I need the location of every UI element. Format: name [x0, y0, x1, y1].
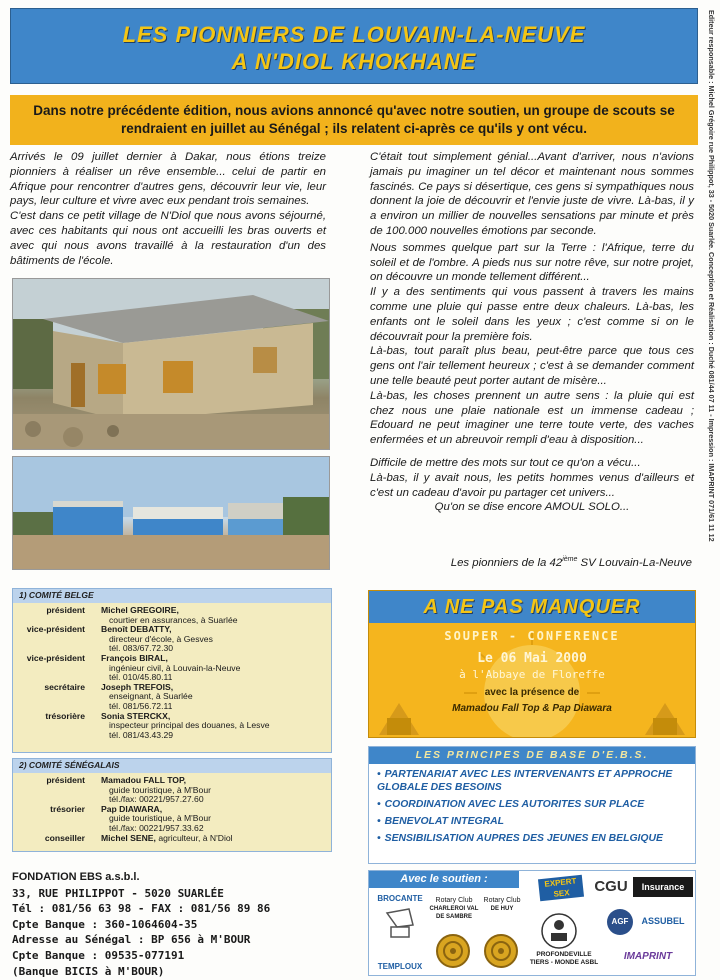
member-phone: tél. 083/67.72.30 [109, 643, 174, 654]
committee-member [13, 654, 331, 683]
article-paragraph: Là-bas, tout paraît plus beau, peut-être parce que tous ces gens ont l'air tellement heureux ; c'est à se demander comment une telle beauté peut porter autant de misère... [370, 345, 694, 387]
article-paragraph: Là-bas, les choses prennent un autre sens : la pluie qui est chez nous une plaie nationale est un immense cadeau ; Edouard ne peut imaginer une terre toute verte, des vaches enfermées et un abreuvoir rempli d'eau à disposition... [370, 389, 694, 447]
foundation-line: Adresse au Sénégal : BP 656 à M'BOUR [12, 933, 251, 947]
member-name: Benoît DEBATTY, [101, 624, 172, 635]
foundation-line: 33, RUE PHILIPPOT - 5020 SUARLÉE [12, 886, 224, 900]
member-name: Sonia STERCKX, [101, 710, 171, 721]
member-detail: ingénieur civil, à Louvain-la-Neuve [109, 662, 241, 673]
school-building-illustration [13, 279, 329, 449]
rotary-label-1 [429, 897, 479, 921]
committee-senegal [12, 758, 332, 852]
member-role: trésorier [50, 803, 85, 814]
event-guests: Mamadou Fall Top & Pap Diawara [452, 703, 612, 714]
list-item [377, 798, 689, 811]
photo-school-building [12, 278, 330, 450]
assubel-logo: ASSUBEL [641, 916, 685, 926]
committee-belge-list [13, 603, 331, 752]
closing-line: Difficile de mettre des mots sur tout ce qu'on a vécu... [370, 456, 641, 469]
rotary-club-location: DE HUY [490, 906, 514, 912]
member-phone: tél. 081/43.43.29 [109, 729, 174, 740]
committee-member [13, 805, 331, 834]
member-name: Pap DIAWARA, [101, 803, 163, 814]
list-item [377, 815, 689, 828]
member-detail: guide touristique, à M'Bour [109, 813, 211, 824]
committee-belge-header: 1) COMITÉ BELGE [13, 589, 331, 603]
list-item [377, 768, 689, 794]
publisher-credit-text: Editeur responsable : Michel Grégoire rue Philippot, 33 - 5020 Suarlée. Conception et Réalisation : Duché 081/44 07 11 - Impression : IMAPRINT 071/61 11 12 [707, 10, 716, 542]
foundation-line: (Banque BICIS à M'BOUR) [12, 964, 165, 978]
intro-box: Dans notre précédente édition, nous avions annoncé qu'avec notre soutien, un groupe de scouts se rendraient en juillet au Sénégal ; ils relatent ci-après ce qu'ils y ont vécu. [10, 95, 698, 145]
member-detail: directeur d'école, à Gesves [109, 633, 213, 644]
member-detail: guide touristique, à M'Bour [109, 784, 211, 795]
village-illustration [13, 457, 329, 569]
sponsors-box [368, 870, 696, 976]
member-name: François BIRAL, [101, 652, 168, 663]
rotary-club-location: CHARLEROI VAL DE SAMBRE [429, 906, 479, 920]
bullet-icon: • [377, 833, 381, 844]
closing-line: Qu'on se dise encore AMOUL SOLO... [434, 501, 630, 514]
committee-member [13, 625, 331, 654]
member-phone: tél. 010/45.80.11 [109, 672, 173, 683]
sponsors-header: Avec le soutien : [369, 871, 519, 888]
imaprint-logo: IMAPRINT [623, 951, 673, 962]
article-signature [370, 556, 692, 569]
foundation-line: Cpte Banque : 360-1064604-35 [12, 917, 198, 931]
member-phone: tél. 081/56.72.11 [109, 700, 173, 711]
member-role: vice-président [26, 652, 85, 663]
member-name: Joseph TREFOIS, [101, 681, 174, 692]
member-phone: tél./fax: 00221/957.33.62 [109, 822, 204, 833]
committee-member [13, 776, 331, 805]
member-detail: courtier en assurances, à Suarlée [109, 614, 238, 625]
rotary-club-text: Rotary Club [435, 897, 473, 904]
bullet-icon: • [377, 799, 381, 810]
member-role: vice-président [26, 624, 85, 635]
member-detail: enseignant, à Suarlée [109, 691, 193, 702]
member-role: conseiller [44, 832, 85, 843]
committee-member [13, 712, 331, 741]
foundation-line: Tél : 081/56 63 98 - FAX : 081/56 89 86 [12, 902, 271, 916]
article-paragraph: C'était tout simplement génial...Avant d'arriver, nous n'avions jamais pu imaginer un tel décor et maintenant nous sommes fascinés. Ce pays si désertique, ces gens si sympathiques nous donnent la joie de découvrir et l'envie juste de vivre. Là-bas, il y a environ un millier de nouvelles sensations par minute et près de 100.000 nouvelles émotions par seconde. [370, 151, 694, 237]
foundation-line: Cpte Banque : 09535-077191 [12, 948, 185, 962]
principle-text: BENEVOLAT INTEGRAL [384, 816, 504, 827]
agf-logo: AGF [607, 909, 633, 935]
bullet-icon: • [377, 816, 381, 827]
signature-text: Les pionniers de la 42 [450, 556, 563, 569]
title-line-2: A N'DIOL KHOKHANE [231, 49, 477, 74]
signature-text-end: SV Louvain-La-Neuve [577, 556, 692, 569]
title-line-1: LES PIONNIERS DE LOUVAIN-LA-NEUVE [122, 22, 586, 47]
list-item [377, 832, 689, 845]
principle-text: SENSIBILISATION AUPRES DES JEUNES EN BELGIQUE [384, 833, 663, 844]
event-presence: avec la présence de [484, 687, 580, 698]
principle-text: COORDINATION AVEC LES AUTORITES SUR PLACE [384, 799, 645, 810]
insurance-logo: Insurance [633, 877, 693, 897]
member-detail: inspecteur principal des douanes, à Lesve [109, 720, 270, 731]
principle-text: PARTENARIAT AVEC LES INTERVENANTS ET APPROCHE GLOBALE DES BESOINS [377, 769, 673, 793]
brocante-logo: BROCANTE [377, 894, 423, 903]
event-location: à l'Abbaye de Floreffe [459, 668, 605, 681]
member-detail: agriculteur, à N'Diol [158, 832, 233, 843]
rotary-wheel-icon [483, 933, 519, 969]
profondeville-emblem-icon [539, 911, 579, 951]
committee-senegal-list [13, 773, 331, 851]
event-box [368, 590, 696, 738]
member-name: Mamadou FALL TOP, [101, 775, 186, 785]
signature-superscript: ième [562, 556, 578, 563]
profondeville-logo: PROFONDEVILLE TIERS - MONDE ASBL [529, 951, 599, 966]
committee-senegal-header: 2) COMITÉ SÉNÉGALAIS [13, 759, 331, 773]
event-header: A NE PAS MANQUER [369, 591, 695, 623]
foundation-name: FONDATION EBS a.s.b.l. [12, 871, 140, 883]
member-phone: tél./fax: 00221/957.27.60 [109, 794, 204, 805]
rotary-label-2 [479, 897, 525, 913]
gramophone-icon [383, 907, 417, 941]
article-paragraph: Nous sommes quelque part sur la Terre : l'Afrique, terre du soleil et de l'ombre. A pieds nus sur notre rêve, sur notre projet, on découvre un monde tellement différent... [370, 241, 694, 284]
member-role: trésorière [45, 710, 85, 721]
article-paragraph: Il y a des sentiments qui vous passent à travers les mains comme une pluie qui passe entre deux chaleurs. Là-bas, les enfants ont le soleil dans les yeux ; c'est comme si on le découvrait pour la première fois. [370, 286, 694, 343]
member-name: Michel GREGOIRE, [101, 605, 179, 615]
rotary-club-text: Rotary Club [483, 897, 521, 904]
article-paragraph: C'est dans ce petit village de N'Diol que nous avons séjourné, avec ces habitants qui nous ont accueilli les bras ouverts et avec qui nous avons travaillé à la restauration d'un des bâtiments de l'école. [10, 210, 326, 267]
principles-list [369, 768, 695, 845]
closing-line: Là-bas, il y avait nous, les petits hommes venus d'ailleurs et c'est un cadeau d'avoir pu partager cet univers... [370, 471, 694, 499]
foundation-address [12, 870, 342, 979]
member-role: président [46, 775, 85, 785]
temploux-logo: TEMPLOUX [377, 962, 423, 971]
cgu-logo: CGU [594, 878, 628, 895]
rotary-wheel-icon [435, 933, 471, 969]
publisher-credit [706, 10, 718, 570]
photo-village [12, 456, 330, 570]
bullet-icon: • [377, 769, 381, 780]
committee-member [13, 683, 331, 712]
committee-belge [12, 588, 332, 753]
committee-member [13, 606, 331, 625]
principles-box [368, 746, 696, 864]
member-role: secrétaire [44, 681, 85, 692]
article-paragraph: Arrivés le 09 juillet dernier à Dakar, nous étions treize pionniers à réaliser un rêve ensemble... celui de partir en Afrique pour rencontrer d'autres gens, découvrir leur vie, leur pays, leur culture et vivre avec eux pendant trois semaines. [10, 151, 326, 208]
event-title: SOUPER - CONFERENCE [444, 629, 620, 643]
principles-header: LES PRINCIPES DE BASE D'E.B.S. [369, 747, 695, 764]
article-left-column [10, 150, 326, 268]
article-right-column [370, 150, 694, 515]
member-role: président [46, 605, 85, 615]
expert-logo: EXPERT SEX [538, 875, 584, 901]
event-date: Le 06 Mai 2000 [477, 651, 587, 666]
committee-member [13, 834, 331, 844]
member-name: Michel SENE, [101, 832, 156, 843]
title-banner [10, 8, 698, 84]
